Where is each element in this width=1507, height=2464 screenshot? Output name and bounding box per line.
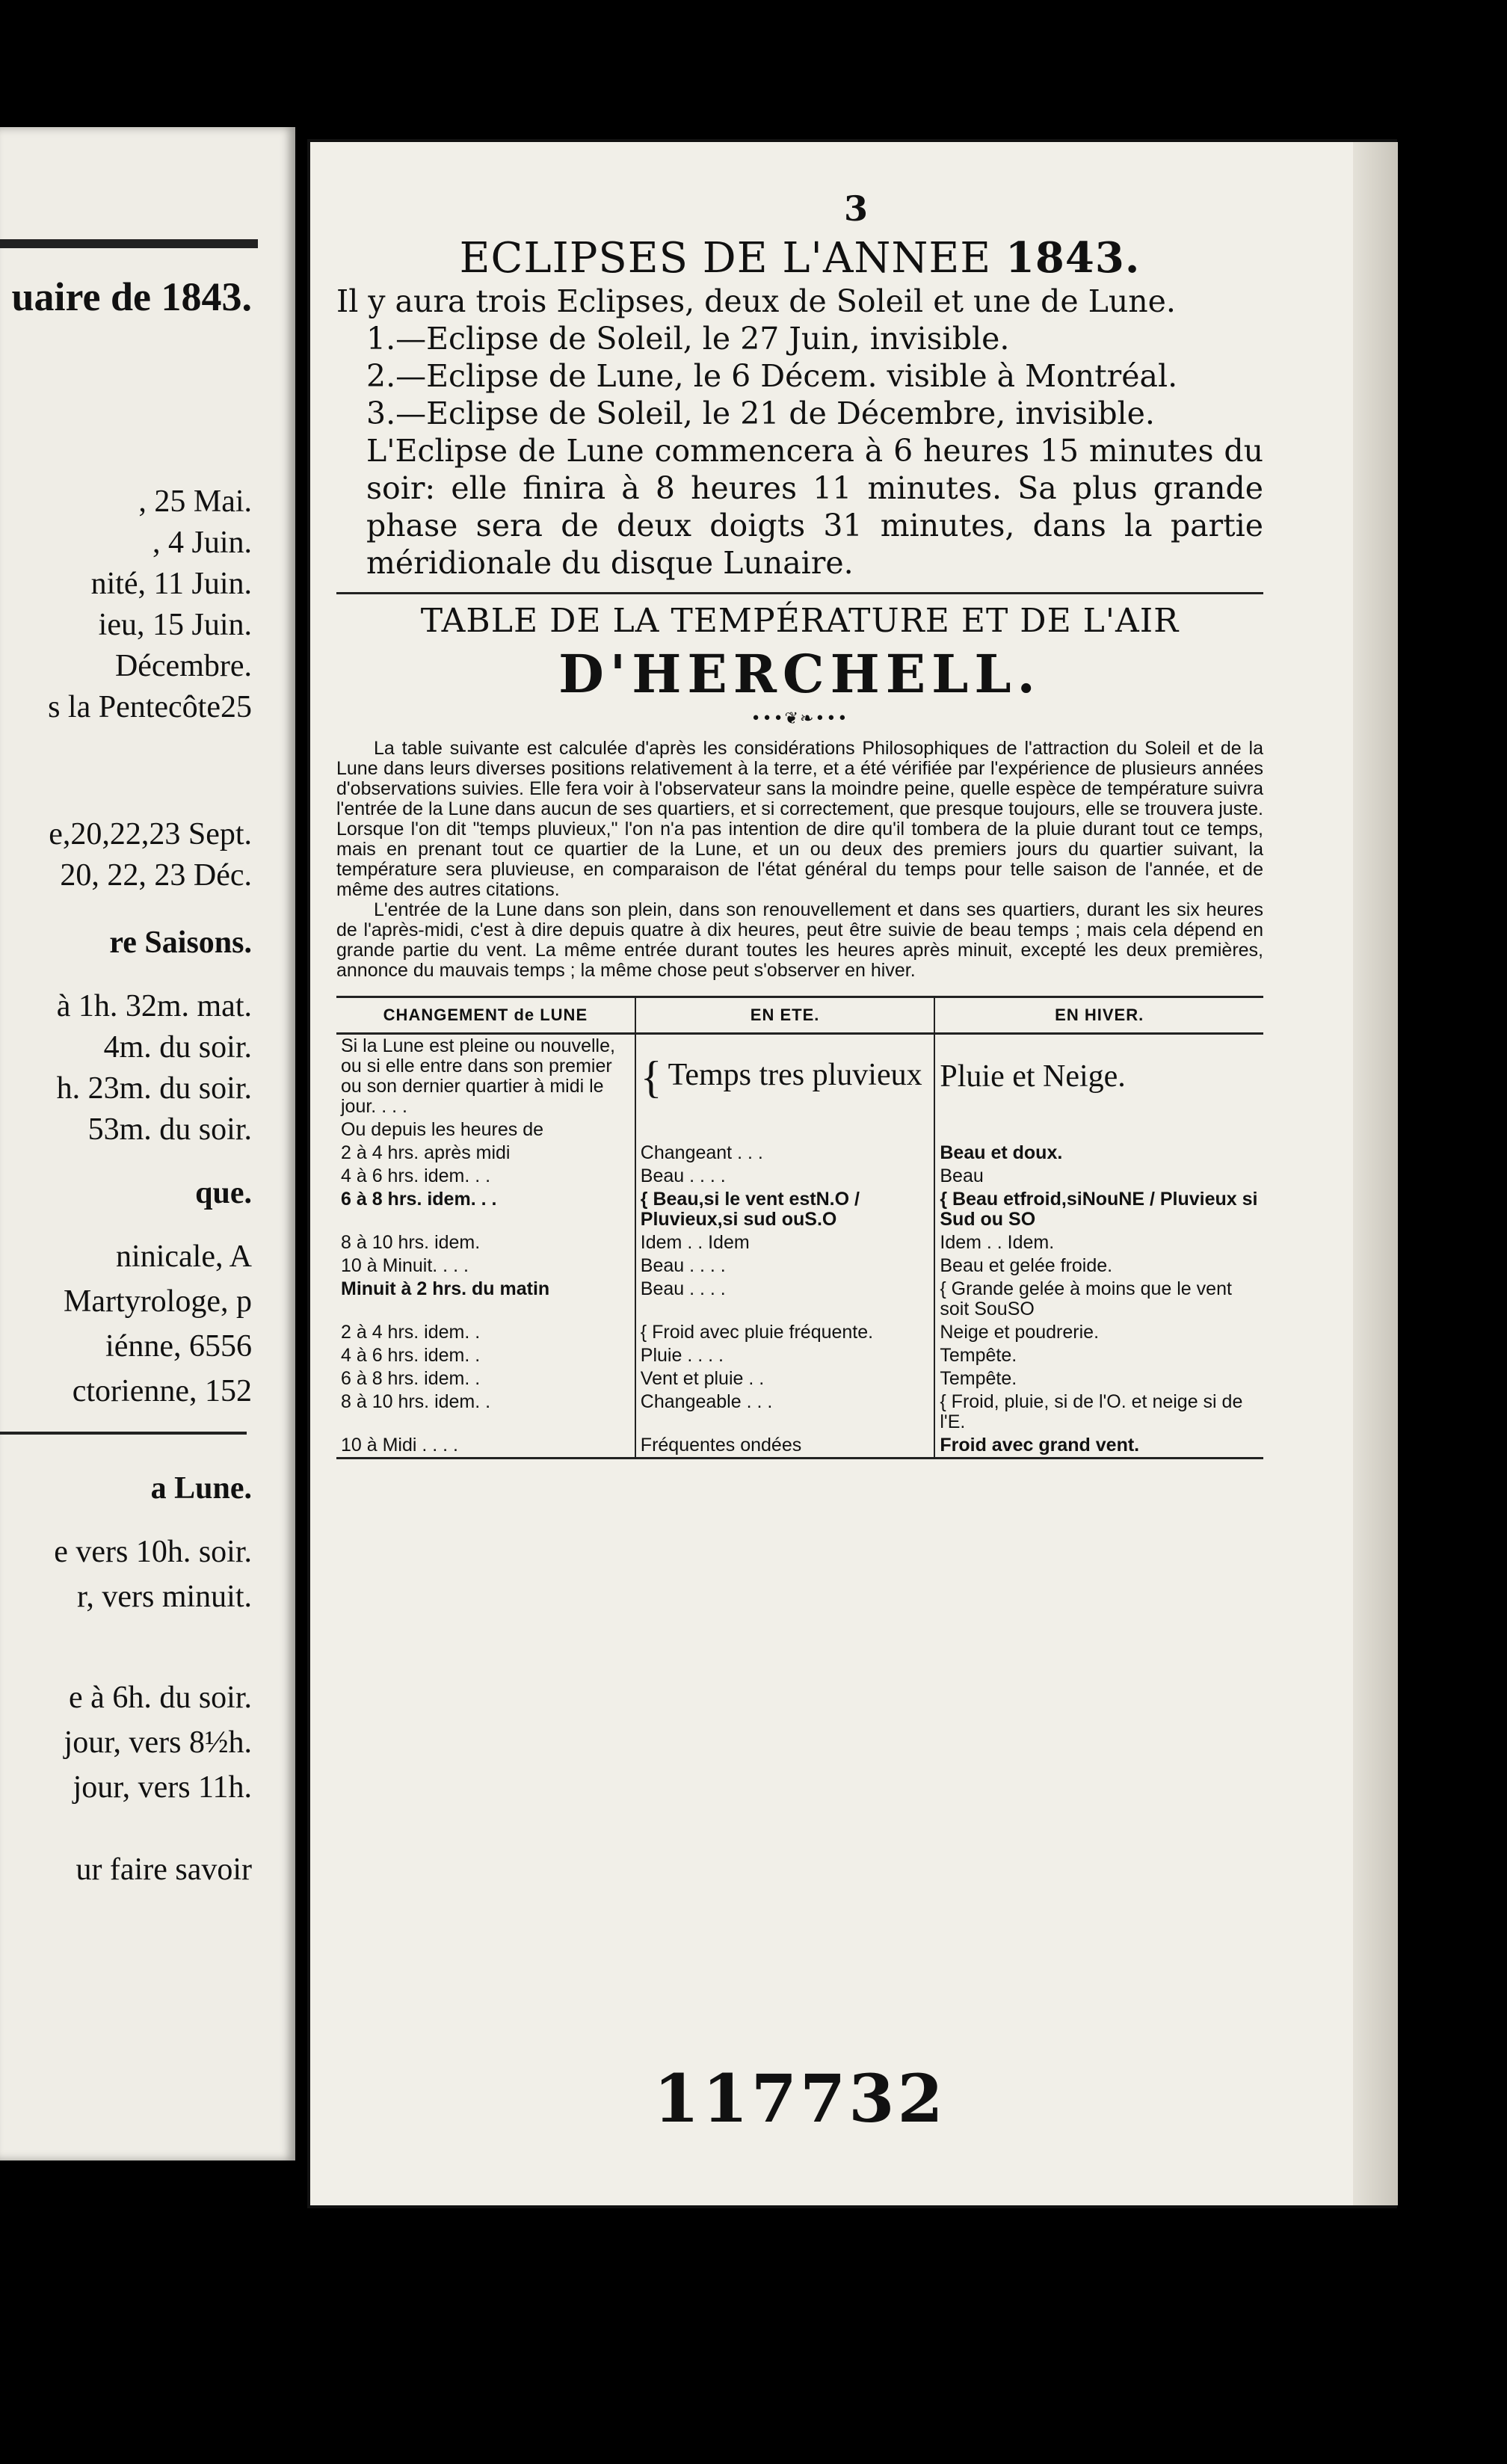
ornament-divider: •••❦❧••• <box>751 709 849 728</box>
previous-page-fragment <box>0 127 295 2160</box>
row-winter: { Grande gelée à moins que le vent soit SouSO <box>940 1278 1232 1319</box>
row-winter: { Beau etfroid,siNouNE / Pluvieux si Sud ou SO <box>940 1189 1258 1230</box>
left-line: a Lune. <box>150 1471 252 1506</box>
left-line: Martyrologe, p <box>64 1284 252 1319</box>
row-summer: Beau . . . . <box>635 1165 935 1188</box>
table-row-first <box>336 1034 1263 1119</box>
table-row <box>336 1344 1263 1367</box>
row-time: 6 à 8 hrs. idem. . <box>336 1367 635 1390</box>
left-line: ninicale, A <box>116 1239 252 1274</box>
temperature-table-author: D'HERCHELL. <box>558 643 1041 705</box>
table-row <box>336 1165 1263 1188</box>
left-line: 4m. du soir. <box>103 1030 252 1065</box>
row-summer: Beau . . . . <box>635 1278 935 1321</box>
eclipse-section-title <box>336 233 1263 283</box>
row-time: 8 à 10 hrs. idem. . <box>336 1390 635 1434</box>
explanation-paragraph: L'entrée de la Lune dans son plein, dans son renouvellement et dans ses quartiers, durant les six heures de l'après-midi, c'est à dire depuis quatre à dix heures, peut être suivie de beau temps ; mais cela dépend en grande partie du vent. La même entrée durant toutes les heures après minuit, excepté les deux premières, annonce du mauvais temps ; la même chose peut s'observer en hiver. <box>336 899 1263 981</box>
brace-icon: { <box>640 1052 662 1102</box>
table-row <box>336 1254 1263 1278</box>
row-summer-text: Temps tres pluvieux <box>668 1058 922 1093</box>
row-winter: Neige et poudrerie. <box>940 1322 1100 1343</box>
row-summer: Beau . . . . <box>635 1254 935 1278</box>
serial-number: 117732 <box>653 2060 946 2137</box>
row-time: 8 à 10 hrs. idem. <box>336 1231 635 1254</box>
left-line: iénne, 6556 <box>105 1329 252 1364</box>
left-line: Décembre. <box>114 649 252 683</box>
previous-page-divider <box>0 1432 247 1435</box>
row-summer: Fréquentes ondées <box>635 1434 935 1459</box>
section-divider <box>336 592 1263 594</box>
left-line: ctorienne, 152 <box>72 1374 252 1408</box>
row-time: Ou depuis les heures de <box>336 1118 635 1142</box>
left-line: , 25 Mai. <box>138 484 252 519</box>
row-condition: Si la Lune est pleine ou nouvelle, ou si elle entre dans son premier ou son dernier quartier à midi le jour. . . . <box>336 1034 635 1119</box>
column-header-moon-change: CHANGEMENT de LUNE <box>336 997 635 1034</box>
table-row-intro <box>336 1118 1263 1142</box>
left-line: jour, vers 11h. <box>73 1770 252 1805</box>
row-summer: Changeable . . . <box>635 1390 935 1434</box>
row-summer: Changeant . . . <box>635 1142 935 1165</box>
row-winter: { Froid, pluie, si de l'O. et neige si de l'E. <box>940 1391 1243 1432</box>
row-winter: Tempête. <box>940 1368 1017 1389</box>
row-summer: Idem . . Idem <box>635 1231 935 1254</box>
row-time: 4 à 6 hrs. idem. . . <box>336 1165 635 1188</box>
table-row <box>336 1142 1263 1165</box>
table-row <box>336 1367 1263 1390</box>
left-line: e,20,22,23 Sept. <box>49 817 252 851</box>
column-header-winter: EN HIVER. <box>934 997 1263 1034</box>
table-row <box>336 1390 1263 1434</box>
previous-page-top-rule <box>0 239 258 248</box>
row-summer: { Froid avec pluie fréquente. <box>635 1321 935 1344</box>
table-row <box>336 1278 1263 1321</box>
left-line: e à 6h. du soir. <box>69 1681 252 1715</box>
left-line: nité, 11 Juin. <box>90 567 252 601</box>
row-time: 2 à 4 hrs. idem. . <box>336 1321 635 1344</box>
left-line: jour, vers 8½h. <box>64 1725 252 1760</box>
eclipse-item: 1.—Eclipse de Soleil, le 27 Juin, invisible. <box>366 321 1010 357</box>
left-line: uaire de 1843. <box>11 274 252 319</box>
left-line: r, vers minuit. <box>77 1580 252 1614</box>
eclipse-item: 3.—Eclipse de Soleil, le 21 de Décembre, invisible. <box>366 395 1155 431</box>
left-line: , 4 Juin. <box>152 526 252 560</box>
left-line: 20, 22, 23 Déc. <box>60 858 252 893</box>
left-line: e vers 10h. soir. <box>54 1535 252 1569</box>
page-number: 3 <box>843 188 868 229</box>
row-time: Minuit à 2 hrs. du matin <box>336 1278 635 1321</box>
eclipse-year: 1843. <box>1005 233 1141 283</box>
table-row <box>336 1231 1263 1254</box>
row-summer <box>635 1034 935 1119</box>
row-winter: Beau et doux. <box>940 1142 1063 1163</box>
table-row <box>336 1188 1263 1231</box>
page-right-edge <box>1353 142 1398 2205</box>
row-summer: Vent et pluie . . <box>635 1367 935 1390</box>
left-line: ieu, 15 Juin. <box>98 608 252 642</box>
intro-paragraph: La table suivante est calculée d'après les considérations Philosophiques de l'attraction du Soleil et de la Lune dans leurs diverses positions relativement à la terre, et a été vérifiée par l'expérience de plusieurs années d'observations suivies. Elle fera voir à l'observateur sans la moindre peine, quelle espèce de température suivra l'entrée de la Lune dans aucun de ses quartiers, et si correctement, que presque toujours, elle se trouvera juste. Lorsque l'on dit "temps pluvieux," l'on n'a pas intention de dire qu'il tombera de la pluie durant tout ce temps, mais en prenant tout ce quartier de la Lune, et un ou deux des premiers jours du quartier suivant, la température sera pluvieuse, en comparaison de l'état général du temps pour telle saison de l'année, et de même des autres citations. <box>336 738 1263 900</box>
weather-table <box>336 996 1263 1459</box>
temperature-table-heading: TABLE DE LA TEMPÉRATURE ET DE L'AIR <box>420 602 1180 640</box>
eclipse-item: 2.—Eclipse de Lune, le 6 Décem. visible à Montréal. <box>366 358 1178 394</box>
left-line: s la Pentecôte25 <box>48 690 252 724</box>
row-time: 10 à Midi . . . . <box>336 1434 635 1459</box>
left-line: ur faire savoir <box>75 1852 252 1887</box>
almanac-page <box>310 142 1394 2205</box>
row-time: 10 à Minuit. . . . <box>336 1254 635 1278</box>
eclipse-detail: L'Eclipse de Lune commencera à 6 heures 15 minutes du soir: elle finira à 8 heures 11 minutes. Sa plus grande phase sera de deux doigts 31 minutes, dans la partie méridionale du disque Lunaire. <box>366 433 1263 581</box>
row-winter: Idem . . Idem. <box>940 1232 1055 1253</box>
left-line: 53m. du soir. <box>87 1112 252 1147</box>
weather-table-header <box>336 997 1263 1034</box>
page-content <box>336 142 1263 2137</box>
column-header-summer: EN ETE. <box>635 997 935 1034</box>
row-winter: Beau et gelée froide. <box>940 1255 1113 1276</box>
row-winter: Froid avec grand vent. <box>934 1434 1263 1459</box>
eclipse-intro: Il y aura trois Eclipses, deux de Soleil et une de Lune. <box>336 283 1176 319</box>
left-line: h. 23m. du soir. <box>56 1071 252 1106</box>
table-row <box>336 1321 1263 1344</box>
left-line: à 1h. 32m. mat. <box>56 989 252 1023</box>
row-summer: Pluie . . . . <box>635 1344 935 1367</box>
row-winter: Beau <box>940 1165 984 1186</box>
row-winter: Tempête. <box>940 1345 1017 1366</box>
table-row <box>336 1434 1263 1459</box>
left-line: que. <box>195 1176 252 1210</box>
row-winter: Pluie et Neige. <box>940 1059 1126 1094</box>
row-time: 6 à 8 hrs. idem. . . <box>336 1188 635 1231</box>
row-time: 4 à 6 hrs. idem. . <box>336 1344 635 1367</box>
eclipse-title-text: ECLIPSES DE L'ANNEE <box>459 234 992 283</box>
left-line: re Saisons. <box>109 925 252 960</box>
row-summer: { Beau,si le vent estN.O / Pluvieux,si sud ouS.O <box>635 1188 935 1231</box>
row-time: 2 à 4 hrs. après midi <box>336 1142 635 1165</box>
